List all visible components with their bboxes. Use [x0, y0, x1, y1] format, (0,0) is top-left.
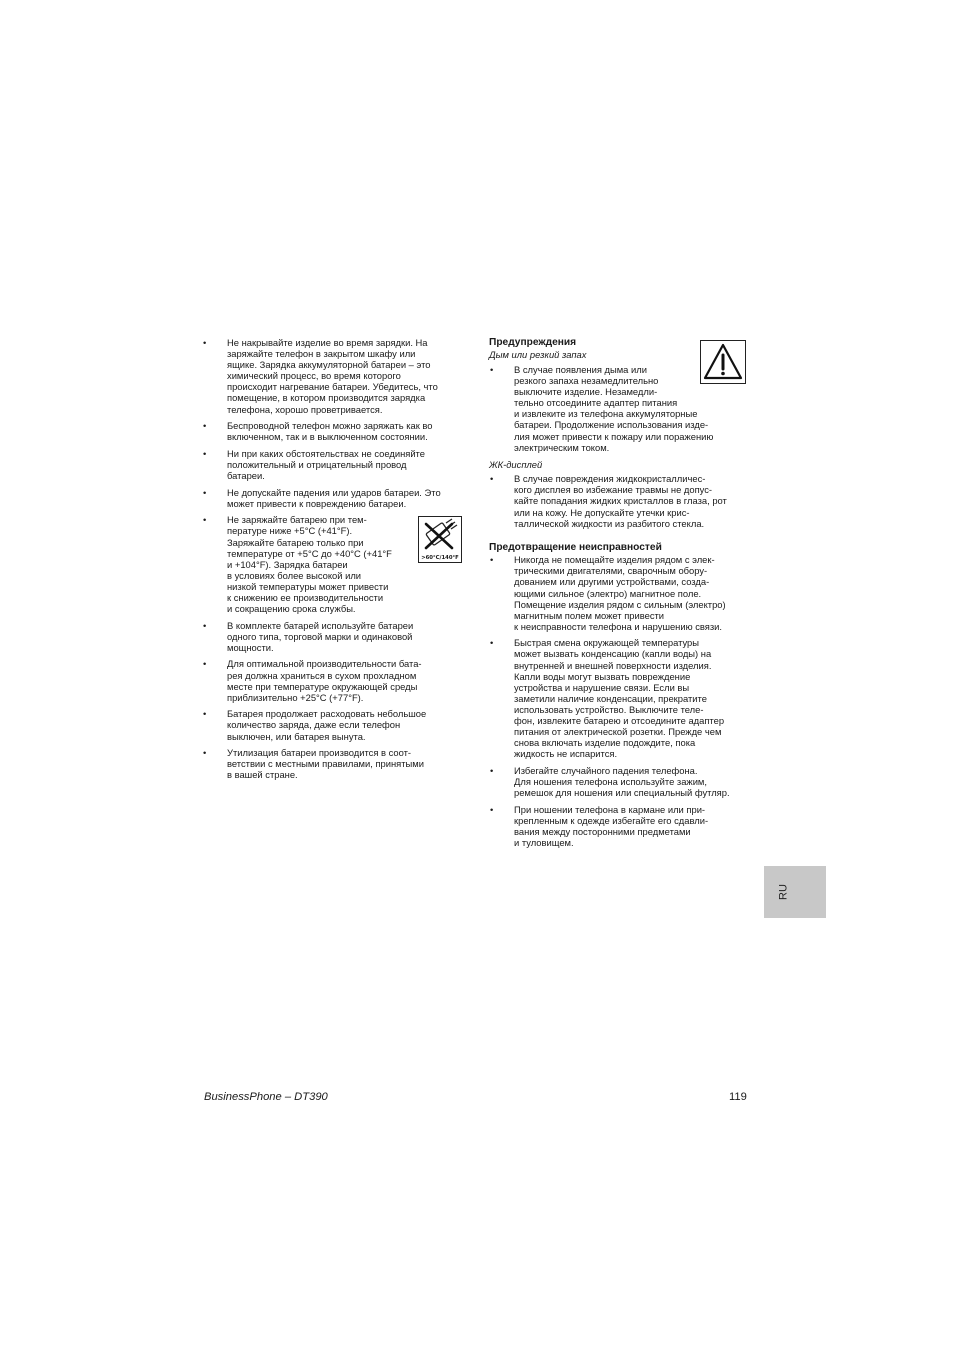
lcd-subheading: ЖК-дисплей: [489, 459, 543, 471]
right-column: [489, 337, 751, 854]
text-line: в вашей стране.: [227, 769, 298, 781]
list-item: [489, 804, 751, 848]
warning-triangle-icon: [700, 340, 746, 384]
text-line: и сокращению срока службы.: [227, 603, 356, 615]
text-line: батареи.: [227, 470, 265, 482]
text-line: пературе ниже +5°C (+41°F).: [227, 525, 353, 537]
text-line: кайте попадания жидких кристаллов в глаза, рот: [514, 495, 727, 507]
text-line: температуре от +5°C до +40°C (+41°F: [227, 547, 392, 559]
text-line: одного типа, торговой марки и одинаковой: [227, 630, 413, 642]
text-line: Заряжайте батарею только при: [227, 536, 364, 548]
list-item: [202, 708, 464, 741]
text-line: и +104°F). Зарядка батареи: [227, 558, 348, 570]
text-line: использовать устройство. Выключите теле-: [514, 703, 704, 715]
page-number: 119: [729, 1091, 747, 1103]
list-item: [202, 420, 464, 442]
text-line: • Не заряжайте батарею при тем-: [227, 514, 367, 526]
text-line: • Для оптимальной производительности бата-: [227, 658, 422, 670]
text-line: помещение, в котором производится зарядка: [227, 392, 426, 404]
text-line: может вызвать конденсацию (капли воды) на: [514, 648, 712, 660]
list-item: [202, 658, 464, 702]
text-line: магнитным полем может привести: [514, 609, 665, 621]
text-line: • Батарея продолжает расходовать небольшое: [227, 708, 427, 720]
text-line: • Не допускайте падения или ударов батареи. Это: [227, 486, 441, 498]
text-line: электрическим током.: [514, 441, 610, 453]
smoke-subheading: Дым или резкий запах: [489, 349, 587, 360]
exclamation-icon: [701, 341, 745, 383]
text-line: выключите изделие. Незамедли-: [514, 386, 658, 398]
list-item: [202, 337, 464, 415]
text-line: кого дисплея во избежание травмы не допус-: [514, 484, 713, 496]
text-line: происходит нагревание батареи. Убедитесь, что: [227, 381, 438, 393]
text-line: ящике. Зарядка аккумуляторной батареи – это: [227, 359, 431, 371]
text-line: низкой температуры может привести: [227, 580, 389, 592]
list-item: [202, 487, 464, 509]
text-line: в условиях более высокой или: [227, 569, 362, 581]
lcd-bullet-list: [489, 473, 751, 528]
text-line: вания между посторонними предметами: [514, 825, 691, 837]
malfunction-heading: Предотвращение неисправностей: [489, 542, 662, 554]
text-line: количество заряда, даже если телефон: [227, 719, 401, 731]
text-line: батареи. Продолжение использования изде-: [514, 419, 709, 431]
text-line: месте при температуре окружающей среды: [227, 680, 418, 692]
text-line: положительный и отрицательный провод: [227, 458, 407, 470]
text-line: ющими сильное (электро) магнитное поле.: [514, 587, 702, 599]
language-tab-label: RU: [777, 884, 790, 900]
text-line: • В случае повреждения жидкокристалличес-: [514, 473, 706, 485]
text-line: и туловищем.: [514, 836, 574, 848]
list-item: [489, 554, 751, 632]
text-line: • Быстрая смена окружающей температуры: [514, 637, 700, 649]
text-line: устройства и нарушение связи. Если вы: [514, 681, 690, 693]
text-line: крепленным к одежде избегайте его сдавли-: [514, 814, 709, 826]
list-item: [489, 473, 751, 528]
warnings-heading: Предупреждения: [489, 337, 577, 348]
text-line: питания от электрической розетки. Прежде чем: [514, 726, 722, 738]
text-line: • Никогда не помещайте изделия рядом с элек-: [514, 554, 715, 566]
text-line: • В случае появления дыма или: [514, 364, 647, 375]
language-tab: [764, 866, 826, 918]
text-line: тельно отсоедините адаптер питания: [514, 397, 678, 409]
text-line: • Беспроводной телефон можно заряжать как во: [227, 420, 433, 432]
text-line: • При ношении телефона в кармане или при-: [514, 803, 706, 815]
text-line: заметили наличие конденсации, прекратите: [514, 692, 707, 704]
text-line: • В комплекте батарей используйте батареи: [227, 619, 414, 631]
no-hot-battery-icon: [418, 516, 462, 563]
text-line: рея должна храниться в сухом прохладном: [227, 669, 417, 681]
text-line: • Не накрывайте изделие во время зарядки. На: [227, 337, 428, 348]
text-line: лия может привести к пожару или поражению: [514, 430, 714, 442]
text-line: • Ни при каких обстоятельствах не соединяйте: [227, 447, 425, 459]
text-line: трическими двигателями, сварочным обору-: [514, 565, 708, 577]
text-line: включенном, так и в выключенном состоянии.: [227, 431, 428, 443]
text-line: ветствии с местными правилами, принятыми: [227, 758, 424, 770]
battery-drawing-icon: [419, 517, 461, 555]
text-line: Помещение изделия рядом с сильным (электро): [514, 598, 726, 610]
list-item: [202, 620, 464, 653]
text-line: или на кожу. Не допускайте утечки крис-: [514, 506, 690, 518]
text-line: • Утилизация батареи производится в соот-: [227, 747, 412, 759]
text-line: к снижению ее производительности: [227, 591, 384, 603]
text-line: таллической жидкости из разбитого стекла.: [514, 517, 705, 529]
text-line: телефона, хорошо проветривается.: [227, 403, 383, 415]
text-line: выключен, или батарея вынута.: [227, 730, 366, 742]
list-item: [489, 765, 751, 798]
text-line: и извлеките из телефона аккумуляторные: [514, 408, 698, 420]
list-item: [489, 637, 751, 759]
footer-title: BusinessPhone – DT390: [204, 1091, 328, 1103]
text-line: • Избегайте случайного падения телефона.: [514, 764, 698, 776]
list-item: [202, 448, 464, 481]
text-line: внутренней и внешней поверхности изделия.: [514, 659, 712, 671]
text-line: к неисправности телефона и нарушению связи.: [514, 620, 723, 632]
text-line: заряжайте телефон в закрытом шкафу или: [227, 348, 416, 360]
list-item: [202, 747, 464, 780]
text-line: ремешок для ношения или специальный футляр.: [514, 787, 730, 799]
text-line: приблизительно +25°C (+77°F).: [227, 691, 364, 703]
text-line: может привести к повреждению батареи.: [227, 497, 407, 509]
text-line: дованием или другими устройствами, созда-: [514, 576, 710, 588]
text-line: резкого запаха незамедлительно: [514, 375, 659, 387]
text-line: химический процесс, во время которого: [227, 370, 401, 382]
text-line: снова включать изделие подождите, пока: [514, 737, 696, 749]
text-line: жидкость не испарится.: [514, 748, 618, 760]
battery-temp-label: >60°C/140°F: [421, 555, 459, 561]
text-line: фон, извлеките батарею и отсоедините адаптер: [514, 715, 725, 727]
text-line: Капли воды могут вызвать повреждение: [514, 670, 691, 682]
text-line: мощности.: [227, 641, 274, 653]
malfunction-bullet-list: [489, 554, 751, 848]
text-line: Для ношения телефона используйте зажим,: [514, 776, 707, 787]
